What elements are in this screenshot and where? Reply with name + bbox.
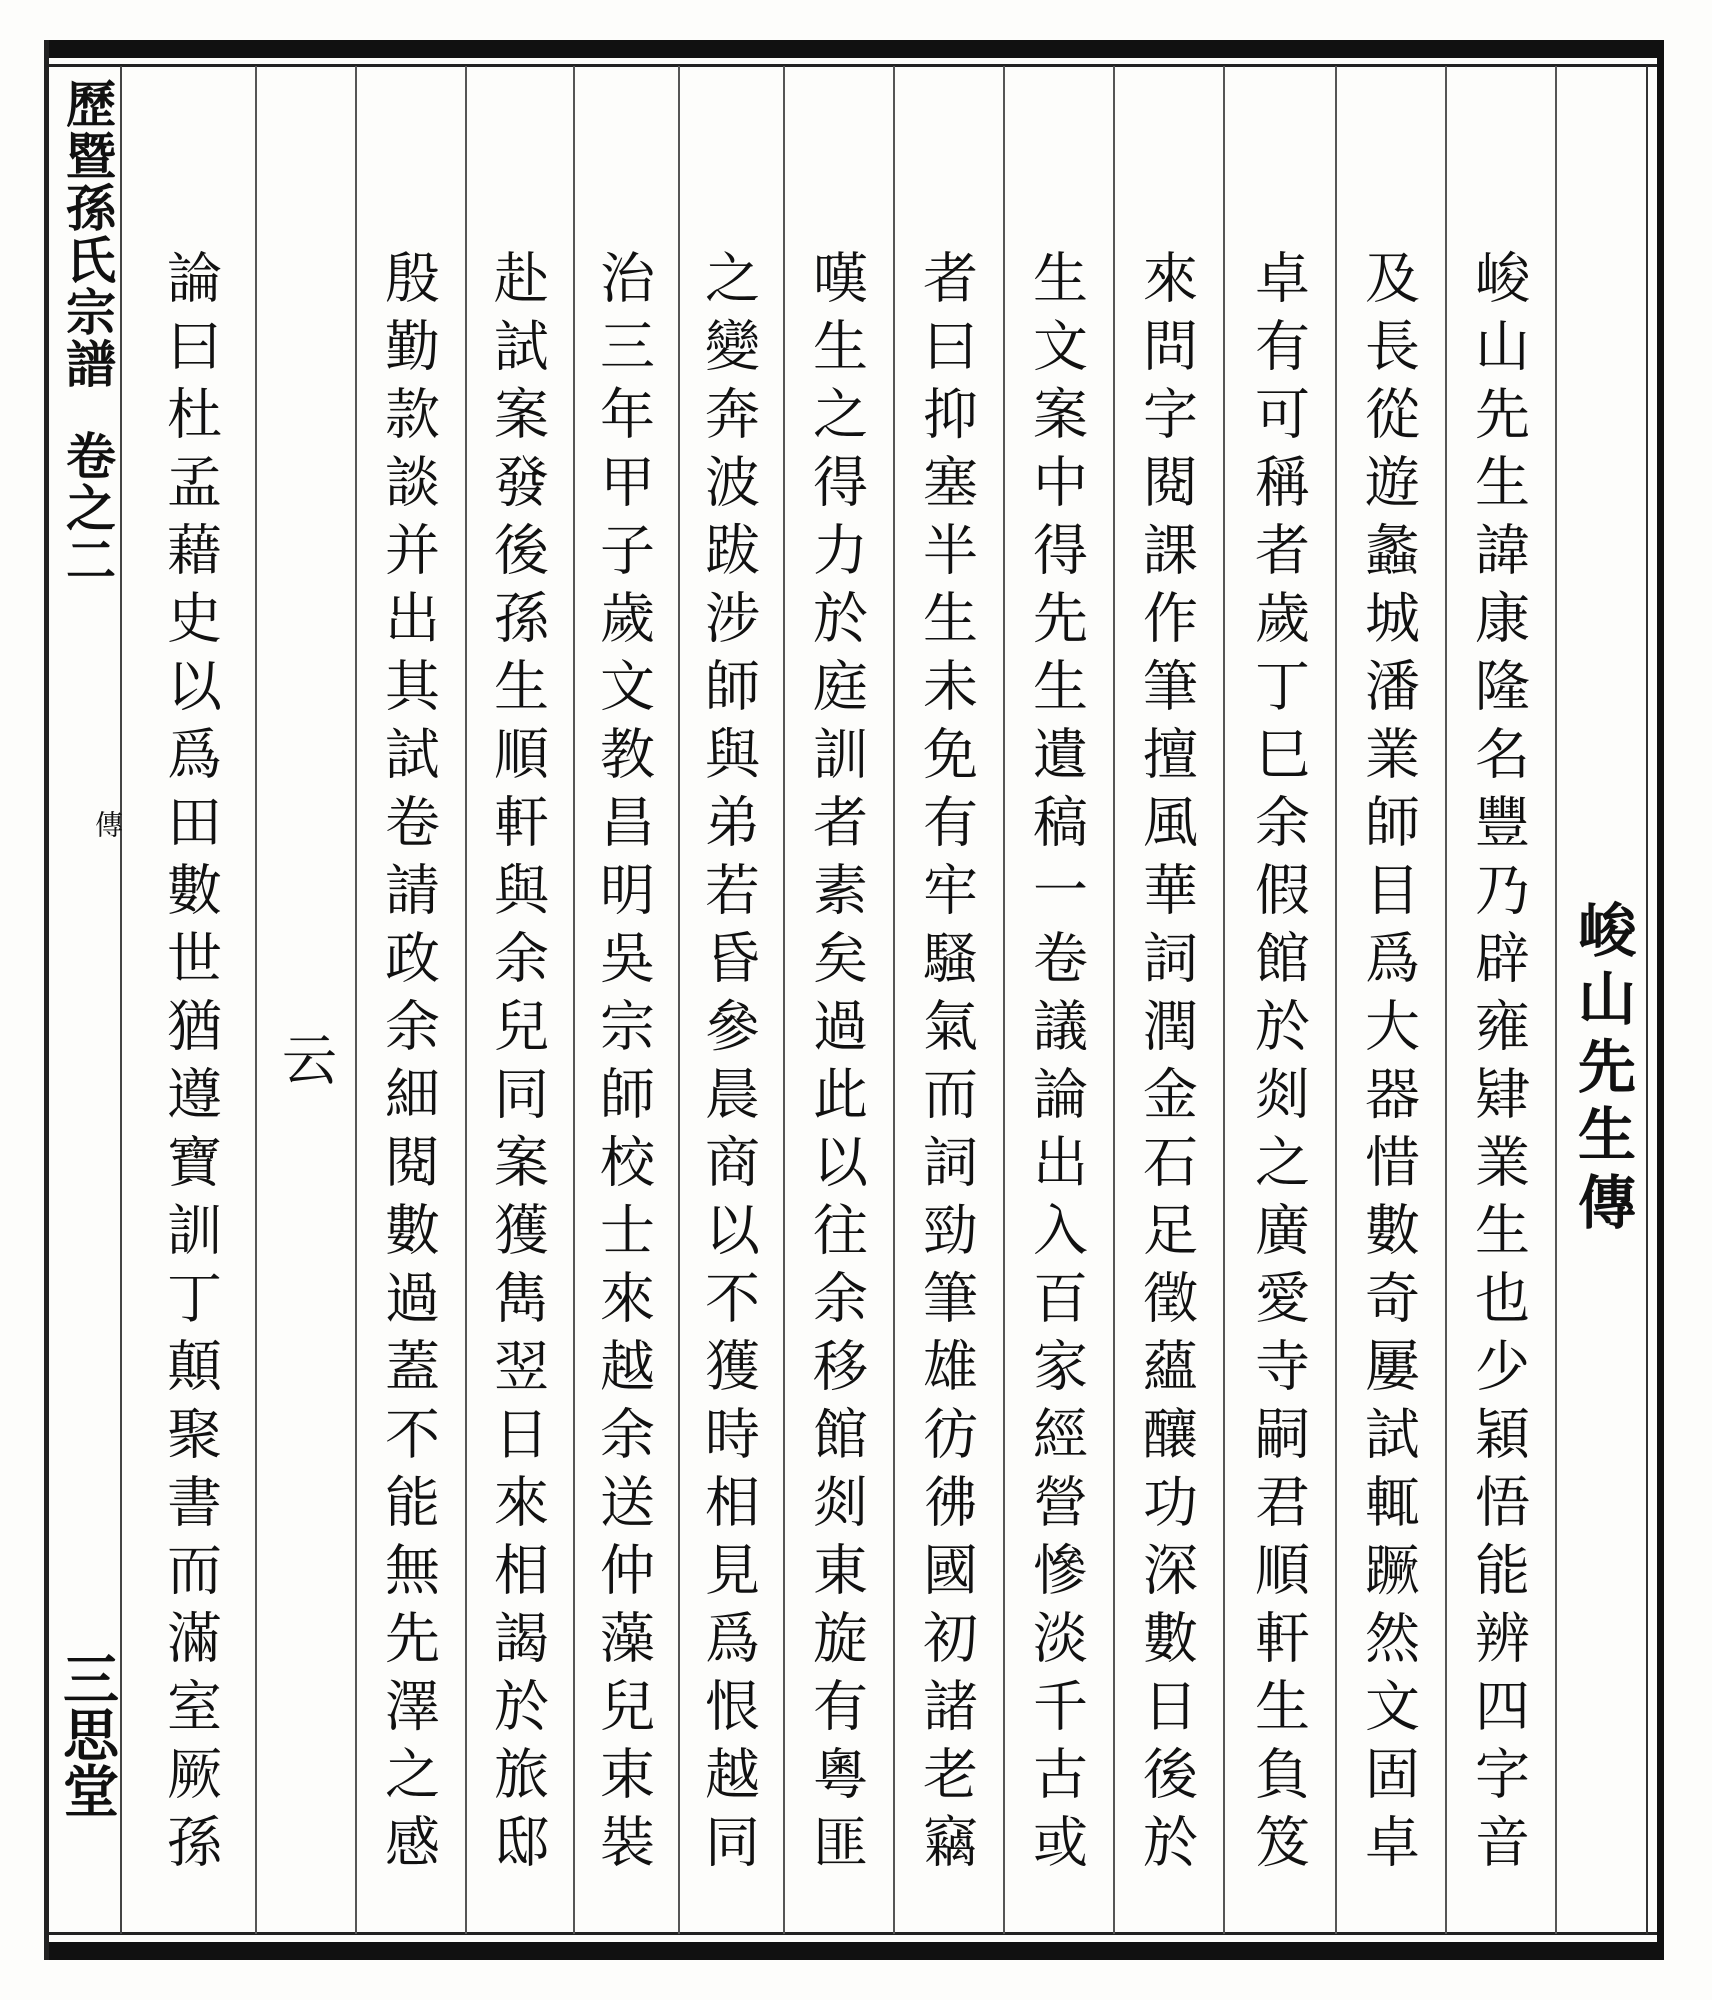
column-rule (1335, 66, 1337, 1934)
column-rule (1223, 66, 1225, 1934)
left-border (44, 40, 49, 1960)
hall-name: 三思堂 (54, 1650, 120, 1818)
text-column: 來問字閱課作筆擅風華詞潤金石足徵蘊釀功深數日後於 (1134, 249, 1198, 1881)
column-rule (465, 66, 467, 1934)
text-column: 生文案中得先生遺稿一卷議論出入百家經營慘淡千古或 (1024, 249, 1088, 1881)
column-rule (1445, 66, 1447, 1934)
text-column: 云 (273, 1031, 337, 1099)
volume-label: 卷之二 (58, 430, 117, 586)
biography-title: 峻山先生傳 (1568, 900, 1636, 1240)
column-rule (1113, 66, 1115, 1934)
top-border (44, 40, 1664, 58)
bottom-border (44, 1942, 1664, 1960)
section-label: 傳 (91, 810, 124, 838)
text-column: 赴試案發後孫生順軒與余兒同案獲雋翌日來相謁於旅邸 (485, 249, 549, 1881)
top-inner-border (44, 64, 1664, 67)
text-column: 殷勤款談并出其試卷請政余細閱數過蓋不能無先澤之感 (376, 249, 440, 1881)
text-column: 卓有可稱者歲丁巳余假館於剡之廣愛寺嗣君順軒生負笈 (1246, 249, 1310, 1881)
column-rule (355, 66, 357, 1934)
text-column: 者曰抑塞半生未免有牢騷氣而詞勁筆雄彷彿國初諸老竊 (914, 249, 978, 1881)
column-rule (783, 66, 785, 1934)
text-column: 及長從遊蠡城潘業師目爲大器惜數奇屢試輒蹶然文固卓 (1356, 249, 1420, 1881)
column-rule (255, 66, 257, 1934)
text-column: 嘆生之得力於庭訓者素矣過此以往余移館剡東旋有粵匪 (804, 249, 868, 1881)
text-column: 之變奔波跋涉師與弟若昏參晨商以不獲時相見爲恨越同 (696, 249, 760, 1881)
margin-divider (120, 66, 122, 1934)
right-border (1657, 40, 1664, 1960)
column-rule (1003, 66, 1005, 1934)
column-rule (893, 66, 895, 1934)
column-rule (678, 66, 680, 1934)
column-rule (573, 66, 575, 1934)
book-title: 歷暨孫氏宗譜 (58, 78, 117, 390)
text-column: 峻山先生諱康隆名豐乃辟雍肄業生也少穎悟能辨四字音 (1466, 249, 1530, 1881)
commentary-column: 論曰杜孟藉史以爲田數世猶遵寶訓丁顛聚書而滿室厥孫 (158, 249, 222, 1881)
bottom-inner-border (44, 1932, 1664, 1935)
text-column: 治三年甲子歲文教昌明吳宗師校士來越余送仲藻兒束裝 (591, 249, 655, 1881)
